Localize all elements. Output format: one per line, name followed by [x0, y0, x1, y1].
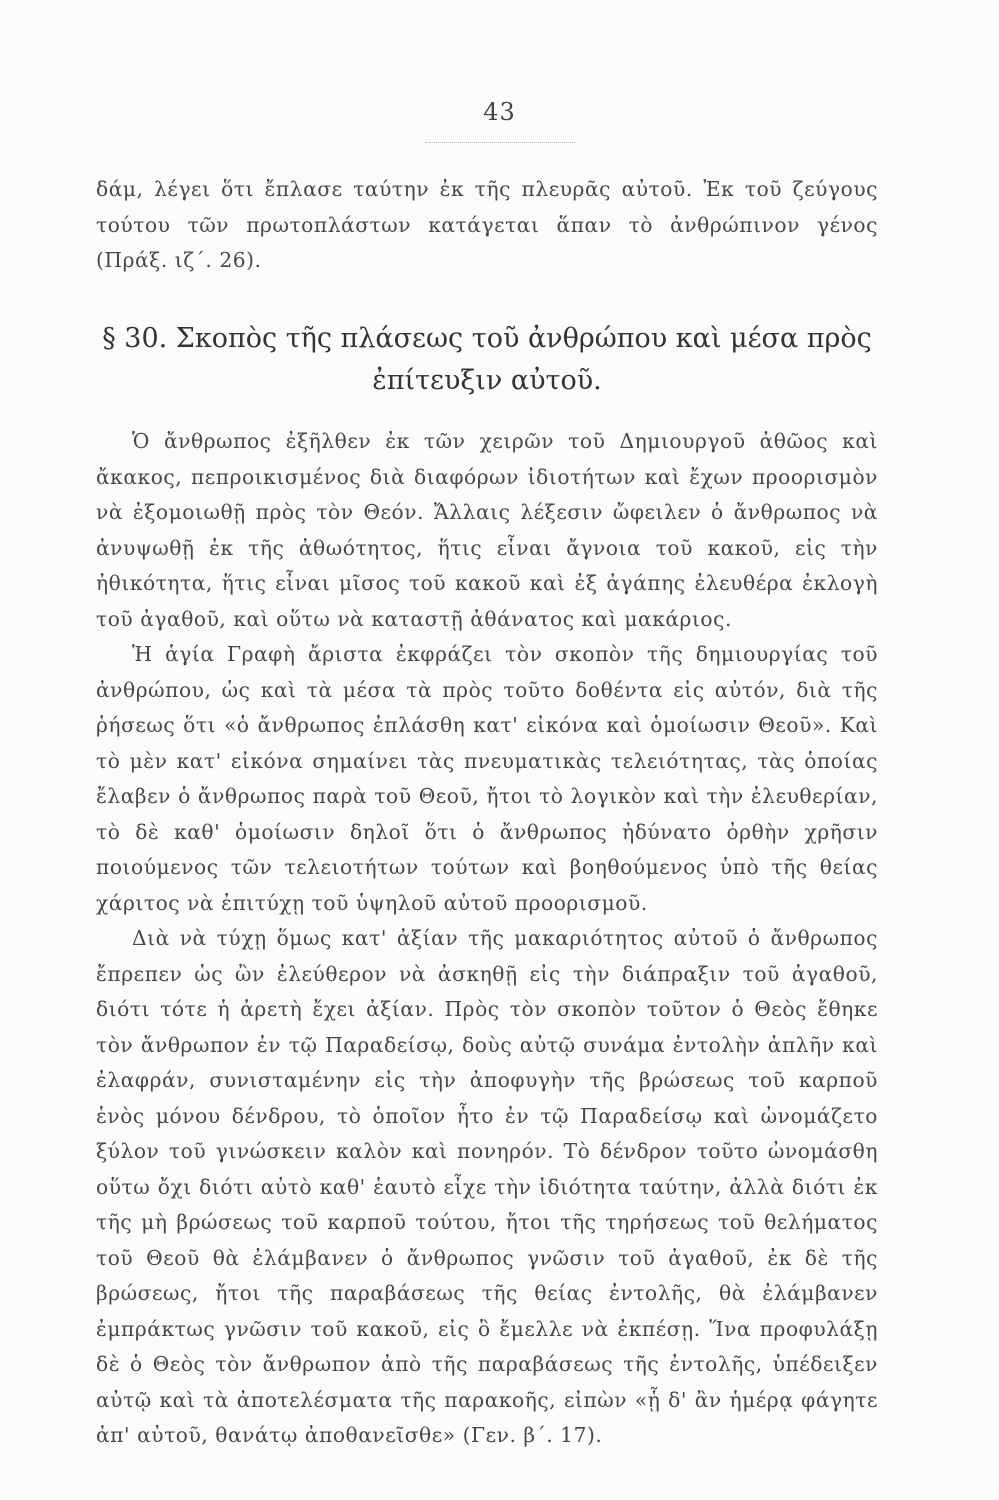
- paragraph-2: Ἡ ἁγία Γραφὴ ἄριστα ἐκφράζει τὸν σκοπὸν τῆς δημιουργίας τοῦ ἀνθρώπου, ὡς καὶ τὰ μέσα τὰ πρὸς τοῦτο δοθέντα εἰς αὐτόν, διὰ τῆς ῥήσεως ὅτι «ὁ ἄνθρωπος ἐπλάσθη κατ' εἰκόνα καὶ ὁμοίωσιν Θεοῦ». Καὶ τὸ μὲν κατ' εἰκόνα σημαίνει τὰς πνευματικὰς τελειότητας, τὰς ὁποίας ἔλαβεν ὁ ἄνθρωπος παρὰ τοῦ Θεοῦ, ἤτοι τὸ λογικὸν καὶ τὴν ἐλευθερίαν, τὸ δὲ καθ' ὁμοίωσιν δηλοῖ ὅτι ὁ ἄνθρωπος ἠδύνατο ὀρθὴν χρῆσιν ποιούμενος τῶν τελειοτήτων τούτων καὶ βοηθούμενος ὑπὸ τῆς θείας χάριτος νὰ ἐπιτύχῃ τοῦ ὑψηλοῦ αὐτοῦ προορισμοῦ.: [96, 642, 878, 915]
- section-heading: § 30. Σκοπὸς τῆς πλάσεως τοῦ ἀνθρώπου καὶ μέσα πρὸς ἐπίτευξιν αὐτοῦ.: [102, 323, 872, 396]
- intro-text: δάμ, λέγει ὅτι ἔπλασε ταύτην ἐκ τῆς πλευρᾶς αὐτοῦ. Ἐκ τοῦ ζεύγους τούτου τῶν πρωτοπλάστων κατάγεται ἅπαν τὸ ἀνθρώπινον γένος (Πράξ. ιζ΄. 26).: [96, 177, 878, 272]
- page-number-rule: [425, 142, 575, 143]
- paragraph-1: Ὁ ἄνθρωπος ἐξῆλθεν ἐκ τῶν χειρῶν τοῦ Δημιουργοῦ ἀθῶος καὶ ἄκακος, πεπροικισμένος διὰ διαφόρων ἰδιοτήτων καὶ ἔχων προορισμὸν νὰ ἐξομοιωθῇ πρὸς τὸν Θεόν. Ἄλλαις λέξεσιν ὤφειλεν ὁ ἄνθρωπος νὰ ἀνυψωθῇ ἐκ τῆς ἀθωότητος, ἥτις εἶναι ἄγνοια τοῦ κακοῦ, εἰς τὴν ἠθικότητα, ἥτις εἶναι μῖσος τοῦ κακοῦ καὶ ἐξ ἀγάπης ἐλευθέρα ἐκλογὴ τοῦ ἀγαθοῦ, καὶ οὕτω νὰ καταστῇ ἀθάνατος καὶ μακάριος.: [96, 429, 878, 631]
- paragraph-3: Διὰ νὰ τύχῃ ὅμως κατ' ἀξίαν τῆς μακαριότητος αὐτοῦ ὁ ἄνθρωπος ἔπρεπεν ὡς ὢν ἐλεύθερον νὰ ἀσκηθῇ εἰς τὴν διάπραξιν τοῦ ἀγαθοῦ, διότι τότε ἡ ἀρετὴ ἔχει ἀξίαν. Πρὸς τὸν σκοπὸν τοῦτον ὁ Θεὸς ἔθηκε τὸν ἄνθρωπον ἐν τῷ Παραδείσῳ, δοὺς αὐτῷ συνάμα ἐντολὴν ἁπλῆν καὶ ἐλαφράν, συνισταμένην εἰς τὴν ἀποφυγὴν τῆς βρώσεως τοῦ καρποῦ ἑνὸς μόνου δένδρου, τὸ ὁποῖον ἦτο ἐν τῷ Παραδείσῳ καὶ ὠνομάζετο ξύλον τοῦ γινώσκειν καλὸν καὶ πονηρόν. Τὸ δένδρον τοῦτο ὠνομάσθη οὕτω ὄχι διότι αὐτὸ καθ' ἑαυτὸ εἶχε τὴν ἰδιότητα ταύτην, ἀλλὰ διότι ἐκ τῆς μὴ βρώσεως τοῦ καρποῦ τούτου, ἤτοι τῆς τηρήσεως τοῦ θελήματος τοῦ Θεοῦ θὰ ἐλάμβανεν ὁ ἄνθρωπος γνῶσιν τοῦ ἀγαθοῦ, ἐκ δὲ τῆς βρώσεως, ἤτοι τῆς παραβάσεως τῆς θείας ἐντολῆς, θὰ ἐλάμβανεν ἐμπράκτως γνῶσιν τοῦ κακοῦ, εἰς ὃ ἔμελλε νὰ ἐκπέσῃ. Ἵνα προφυλάξῃ δὲ ὁ Θεὸς τὸν ἄνθρωπον ἀπὸ τῆς παραβάσεως τῆς ἐντολῆς, ὑπέδειξεν αὐτῷ καὶ τὰ ἀποτελέσματα τῆς παρακοῆς, εἰπὼν «ᾗ δ' ἂν ἡμέρᾳ φάγητε ἀπ' αὐτοῦ, θανάτῳ ἀποθανεῖσθε» (Γεν. β΄. 17).: [96, 926, 878, 1447]
- page-number: 43: [483, 98, 516, 126]
- section-body: [96, 424, 878, 1454]
- intro-paragraph: [96, 172, 878, 279]
